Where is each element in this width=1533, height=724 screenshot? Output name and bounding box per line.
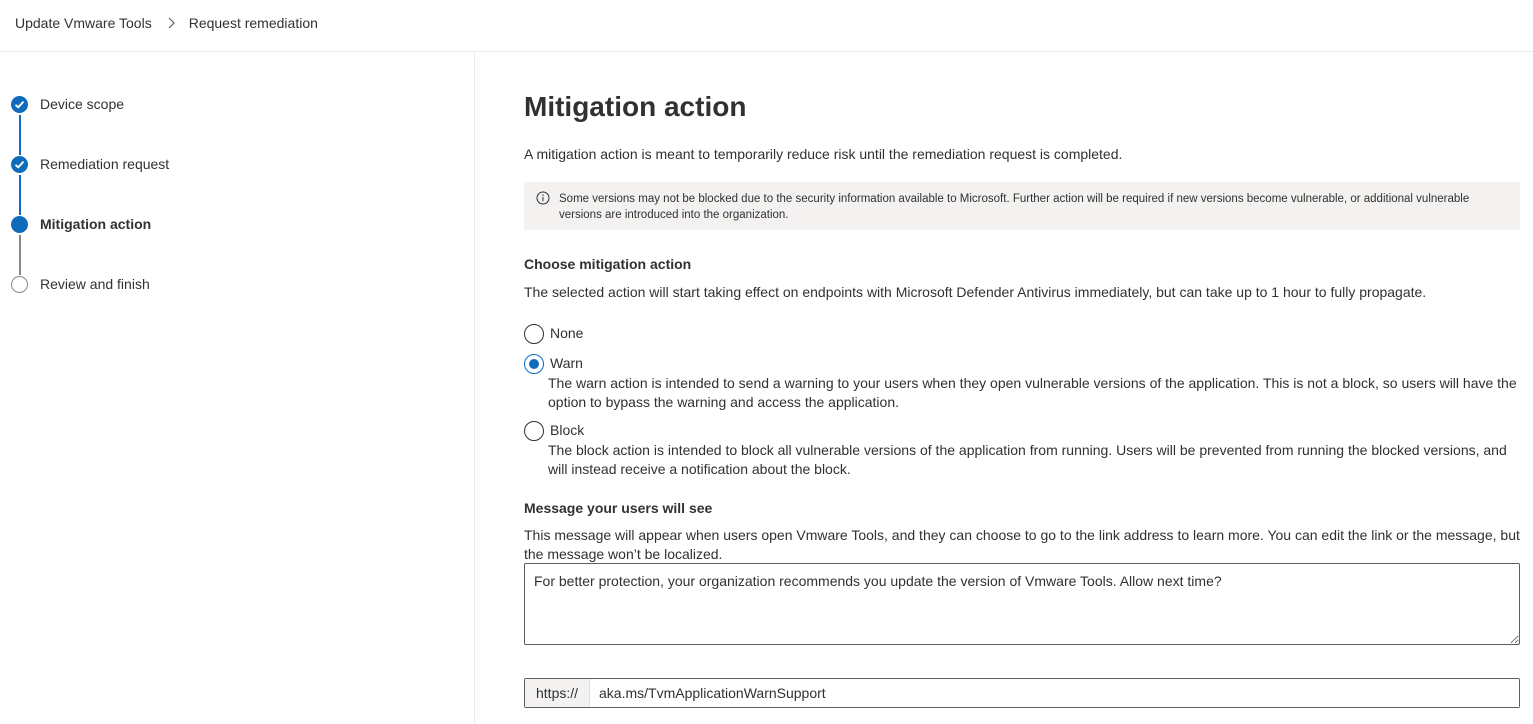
step-connector <box>19 175 21 215</box>
breadcrumb-parent-link[interactable]: Update Vmware Tools <box>15 15 152 31</box>
message-description: This message will appear when users open Vmware Tools, and they can choose to go to the link address to learn more. You can edit the link or the message, but the message won’t be localized. <box>524 527 1520 562</box>
breadcrumb <box>15 15 318 31</box>
wizard-step-remediation-request[interactable] <box>11 155 311 175</box>
link-prefix: https:// <box>525 679 590 707</box>
choose-description: The selected action will start taking effect on endpoints with Microsoft Defender Antivirus immediately, but can take up to 1 hour to fully propagate. <box>524 284 1427 300</box>
choose-heading: Choose mitigation action <box>524 256 692 272</box>
wizard-step-device-scope[interactable] <box>11 95 311 115</box>
wizard-step-mitigation-action[interactable] <box>11 215 311 235</box>
radio-label[interactable]: Block <box>550 422 585 438</box>
message-heading: Message your users will see <box>524 500 713 516</box>
step-complete-icon <box>11 156 28 173</box>
wizard-step-review-finish[interactable] <box>11 275 311 295</box>
step-connector <box>19 235 21 275</box>
info-icon <box>536 191 550 205</box>
user-message-textarea[interactable] <box>524 563 1520 645</box>
step-label: Remediation request <box>40 156 170 172</box>
breadcrumb-current: Request remediation <box>188 15 318 31</box>
step-label: Mitigation action <box>40 216 152 232</box>
info-text: Some versions may not be blocked due to the security information available to Microsoft. Further action will be required if new versions become vulnerable, or additional vulnerable versions are introduced into the organization. <box>559 193 1470 221</box>
radio-description: The warn action is intended to send a warning to your users when they open vulnerable versions of the application. This is not a block, so users will have the option to bypass the warning and access the application. <box>548 375 1517 410</box>
info-message-bar <box>524 182 1520 230</box>
wizard-steps-pane <box>0 53 475 724</box>
step-complete-icon <box>11 96 28 113</box>
chevron-right-icon <box>163 15 179 31</box>
radio-description: The block action is intended to block all vulnerable versions of the application from running. Users will be prevented from running the blocked versions, and will instead receive a notification about the block. <box>548 442 1507 477</box>
link-address-input[interactable] <box>590 679 1519 707</box>
link-address-field[interactable] <box>524 678 1520 708</box>
header-bar <box>0 0 1533 52</box>
radio-none[interactable] <box>524 324 544 344</box>
step-label: Review and finish <box>40 276 150 292</box>
radio-label[interactable]: None <box>550 325 584 341</box>
intro-text: A mitigation action is meant to temporarily reduce risk until the remediation request is completed. <box>524 146 1123 162</box>
radio-block[interactable] <box>524 421 544 441</box>
step-connector <box>19 115 21 155</box>
step-pending-icon <box>11 276 28 293</box>
radio-warn[interactable] <box>524 354 544 374</box>
step-current-icon <box>11 216 28 233</box>
radio-label[interactable]: Warn <box>550 355 583 371</box>
step-label: Device scope <box>40 96 125 112</box>
page-title: Mitigation action <box>524 91 747 122</box>
